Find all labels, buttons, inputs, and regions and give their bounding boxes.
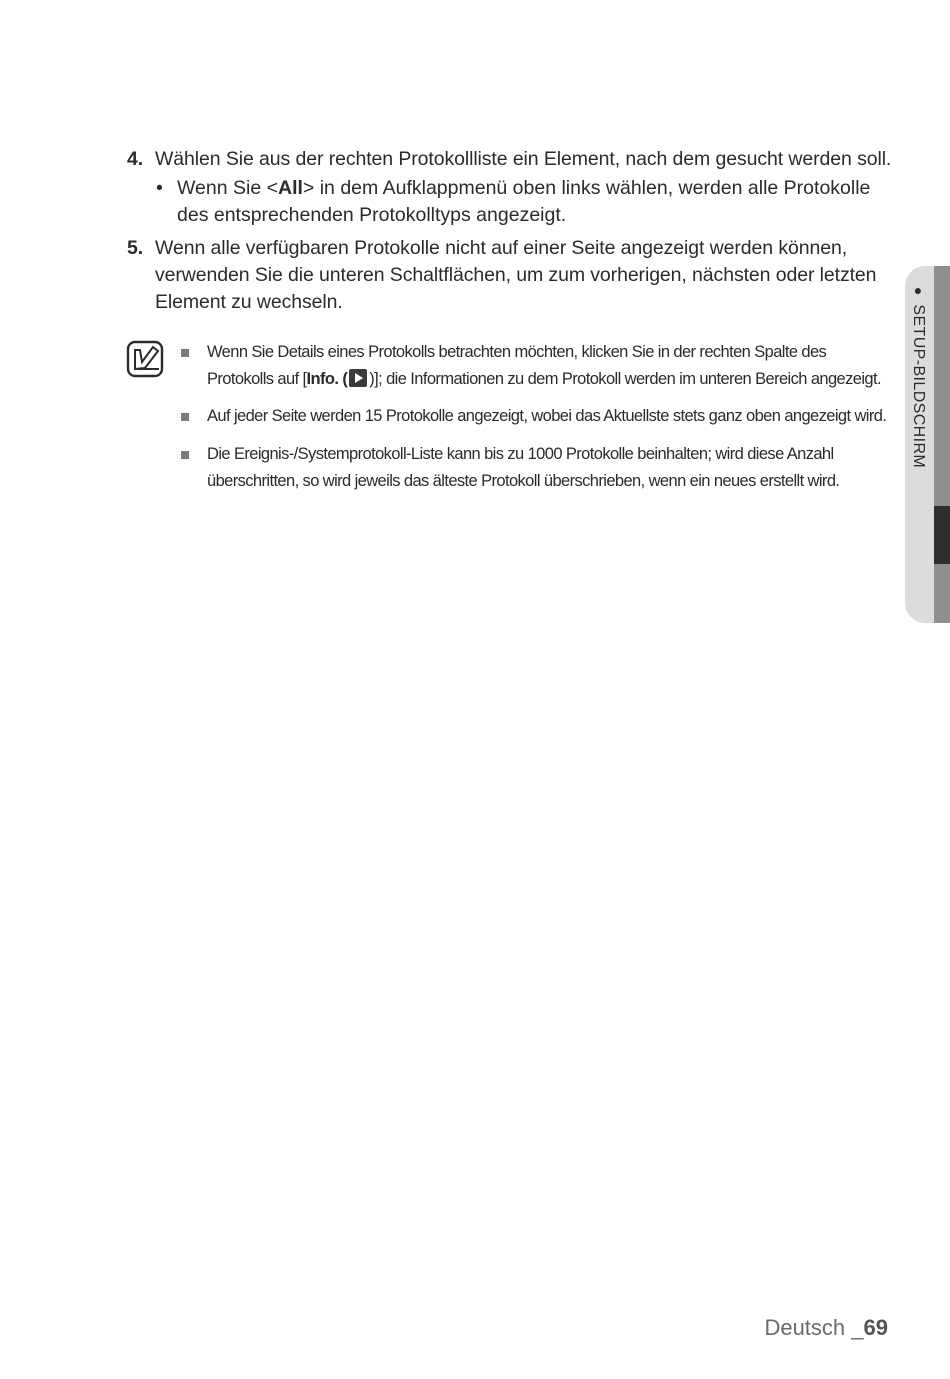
square-bullet-icon: [181, 451, 189, 459]
section-tab-active-marker: [934, 506, 950, 564]
step-5: [127, 235, 897, 316]
footer-language: Deutsch _: [764, 1315, 864, 1340]
section-tab-strip: [934, 266, 950, 623]
step-4: [127, 146, 897, 173]
page-number: 69: [863, 1315, 888, 1340]
section-name: SETUP-BILDSCHIRM: [910, 304, 927, 469]
step-number: 5.: [127, 237, 144, 259]
square-bullet-icon: [181, 413, 189, 421]
tab-dot-icon: ●: [910, 282, 926, 299]
note-text: Die Ereignis-/Systemprotokoll-Liste kann bis zu 1000 Protokolle beinhalten; wird diese Anzahl überschritten, so wird jeweils das älteste Protokoll überschrieben, wenn ein neues erstellt wird.: [207, 445, 840, 490]
section-tab-label: [909, 282, 927, 468]
note-item: [181, 441, 896, 495]
note-icon: [126, 340, 166, 378]
note-text-pre: Wenn Sie Details eines Protokolls betrachten möchten, klicken Sie in der rechten Spalte des Protokolls auf [: [207, 343, 827, 388]
play-button-icon: [349, 369, 367, 387]
note-item: [181, 339, 896, 393]
bullet-text-pre: Wenn Sie <: [177, 177, 278, 199]
bullet-item: [156, 175, 876, 229]
square-bullet-icon: [181, 349, 189, 357]
note-item: [181, 403, 896, 430]
note-text: Auf jeder Seite werden 15 Protokolle angezeigt, wobei das Aktuellste stets ganz oben angezeigt wird.: [207, 407, 887, 425]
bullet-text-post: > in dem Aufklappmenü oben links wählen, werden alle Protokolle des entsprechenden Protokolltyps angezeigt.: [177, 177, 871, 226]
page-footer: [764, 1315, 888, 1341]
note-text-post: )]; die Informationen zu dem Protokoll werden im unteren Bereich angezeigt.: [369, 370, 881, 388]
step-text: Wenn alle verfügbaren Protokolle nicht auf einer Seite angezeigt werden können, verwenden Sie die unteren Schaltflächen, um zum vorherigen, nächsten oder letzten Element zu wechseln.: [155, 237, 877, 313]
note-text-bold: Info. (: [306, 370, 348, 388]
step-text: Wählen Sie aus der rechten Protokollliste ein Element, nach dem gesucht werden soll.: [155, 148, 892, 170]
step-number: 4.: [127, 148, 144, 170]
bullet-text-bold: All: [278, 177, 303, 199]
bullet-dot-icon: •: [156, 177, 163, 199]
